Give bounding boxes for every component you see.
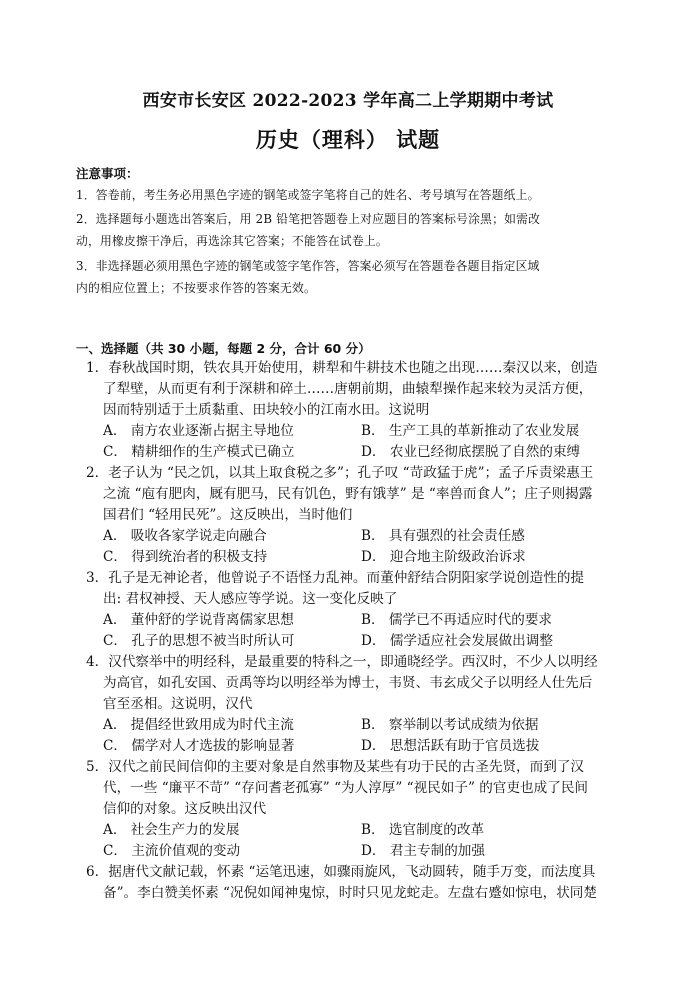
option-a: A． 董仲舒的学说背离儒家思想: [103, 612, 294, 628]
option-a: A． 吸收各家学说走向融合: [103, 528, 267, 544]
question-stem-line: 1．春秋战国时期，铁农具开始使用，耕犁和牛耕技术也随之出现……秦汉以来，创造: [86, 360, 598, 376]
notice-item-1-text: 1．答卷前，考生务必用黑色字迹的钢笔或签字笔将自己的姓名、考号填写在答题纸上。: [76, 188, 540, 202]
option-row: [103, 715, 622, 736]
option-d: D． 儒学适应社会发展做出调整: [361, 633, 553, 649]
question-stem-line: 2．老子认为 “民之饥，以其上取食税之多”；孔子叹 “苛政猛于虎”；孟子斥责梁惠王: [86, 465, 594, 481]
question-stem-line: 国君们 “轻用民死”。这反映出，当时他们: [103, 507, 353, 523]
notice-item-2-line-1: 2．选择题每小题选出答案后，用 2B 铅笔把答题卷上对应题目的答案标号涂黑；如需改: [76, 212, 541, 226]
option-b: B． 察举制以考试成绩为依据: [361, 717, 539, 733]
question-stem-line: 备”。李白赞美怀素 “况倪如闻神鬼惊，时时只见龙蛇走。左盘右蹙如惊电，状同楚: [103, 885, 597, 901]
question-stem-line: 4．汉代察举中的明经科，是最重要的特科之一，即通晓经学。西汉时，不少人以明经: [86, 654, 598, 670]
notice-item-3-line-2: 内的相应位置上；不按要求作答的答案无效。: [76, 280, 316, 295]
question-stem-line: 之流 “庖有肥肉，厩有肥马，民有饥色，野有饿莩” 是 “率兽而食人”；庄子则揭露: [103, 486, 593, 502]
question-5: [86, 757, 622, 862]
question-stem-line: 5．汉代之前民间信仰的主要对象是自然事物及某些有功于民的古圣先贤，而到了汉: [86, 759, 585, 775]
option-c: C． 主流价值观的变动: [103, 843, 241, 859]
option-d: D． 君主专制的加强: [361, 843, 485, 859]
exam-subject-title: 历史（理科） 试题: [255, 127, 441, 152]
option-b: B． 具有强烈的社会责任感: [361, 528, 525, 544]
option-c: C． 得到统治者的积极支持: [103, 549, 268, 565]
option-d: D． 思想活跃有助于官员选拔: [361, 738, 540, 754]
question-stem-line: 出: 君权神授、天人感应等学说。这一变化反映了: [103, 591, 398, 607]
option-row: [103, 421, 622, 442]
option-row: [103, 610, 622, 631]
option-a: A． 提倡经世致用成为时代主流: [103, 717, 294, 733]
notice-item-1: [76, 185, 624, 207]
option-a: A． 南方农业逐渐占据主导地位: [103, 423, 294, 439]
option-row: [103, 841, 622, 862]
option-a: A． 社会生产力的发展: [103, 822, 240, 838]
question-stem-line: 6．据唐代文献记载，怀素 “运笔迅速，如骤雨旋风，飞动圆转，随手万变，而法度具: [86, 864, 596, 880]
question-stem-line: 因而特别适于土质黏重、田块较小的江南水田。这说明: [103, 402, 430, 418]
option-b: B． 生产工具的革新推动了农业发展: [361, 423, 580, 439]
question-stem-line: 为高官，如孔安国、贡禹等均以明经举为博士，韦贤、韦玄成父子以明经人仕先后: [103, 675, 593, 691]
question-stem-line: 了犁壁，从而更有利于深耕和碎土……唐朝前期，曲辕犁操作起来较为灵活方便，: [103, 381, 593, 397]
notice-item-3: [76, 256, 624, 299]
notice-item-3-line-1: 3．非选择题必须用黑色字迹的钢笔或签字笔作答，答案必须写在答题卷各题目指定区域: [76, 259, 540, 273]
option-d: D． 迎合地主阶级政治诉求: [361, 549, 526, 565]
notice-heading: 注意事项：: [76, 166, 139, 181]
option-d: D． 农业已经彻底摆脱了自然的束缚: [361, 444, 581, 460]
option-row: [103, 631, 622, 652]
option-row: [103, 526, 622, 547]
section-heading: 一、选择题（共 30 小题，每题 2 分，合计 60 分）: [76, 341, 371, 356]
option-row: [103, 547, 622, 568]
option-c: C． 儒学对人才选拔的影响显著: [103, 738, 295, 754]
question-stem-line: 信仰的对象。这反映出汉代: [103, 801, 267, 817]
question-6: [86, 862, 622, 904]
question-3: [86, 568, 622, 652]
option-b: B． 选官制度的改革: [361, 822, 485, 838]
question-2: [86, 463, 622, 568]
option-row: [103, 820, 622, 841]
question-stem-line: 3．孔子是无神论者，他曾说子不语怪力乱神。而董仲舒结合阴阳家学说创造性的提: [86, 570, 585, 586]
option-row: [103, 736, 622, 757]
option-row: [103, 442, 622, 463]
option-c: C． 精耕细作的生产模式已确立: [103, 444, 295, 460]
exam-title: 西安市长安区 2022-2023 学年高二上学期期中考试: [142, 91, 554, 111]
notice-item-2: [76, 209, 624, 252]
question-1: [86, 358, 622, 463]
question-4: [86, 652, 622, 757]
question-stem-line: 代，一些 “廉平不苛” “存问耆老孤寡” “为人淳厚” “视民如子” 的官吏也成了民间: [103, 780, 589, 796]
notice-item-2-line-2: 动，用橡皮擦干净后，再选涂其它答案；不能答在试卷上。: [76, 233, 388, 248]
option-b: B． 儒学已不再适应时代的要求: [361, 612, 553, 628]
question-stem-line: 官至丞相。这说明，汉代: [103, 696, 253, 712]
option-c: C． 孔子的思想不被当时所认可: [103, 633, 295, 649]
